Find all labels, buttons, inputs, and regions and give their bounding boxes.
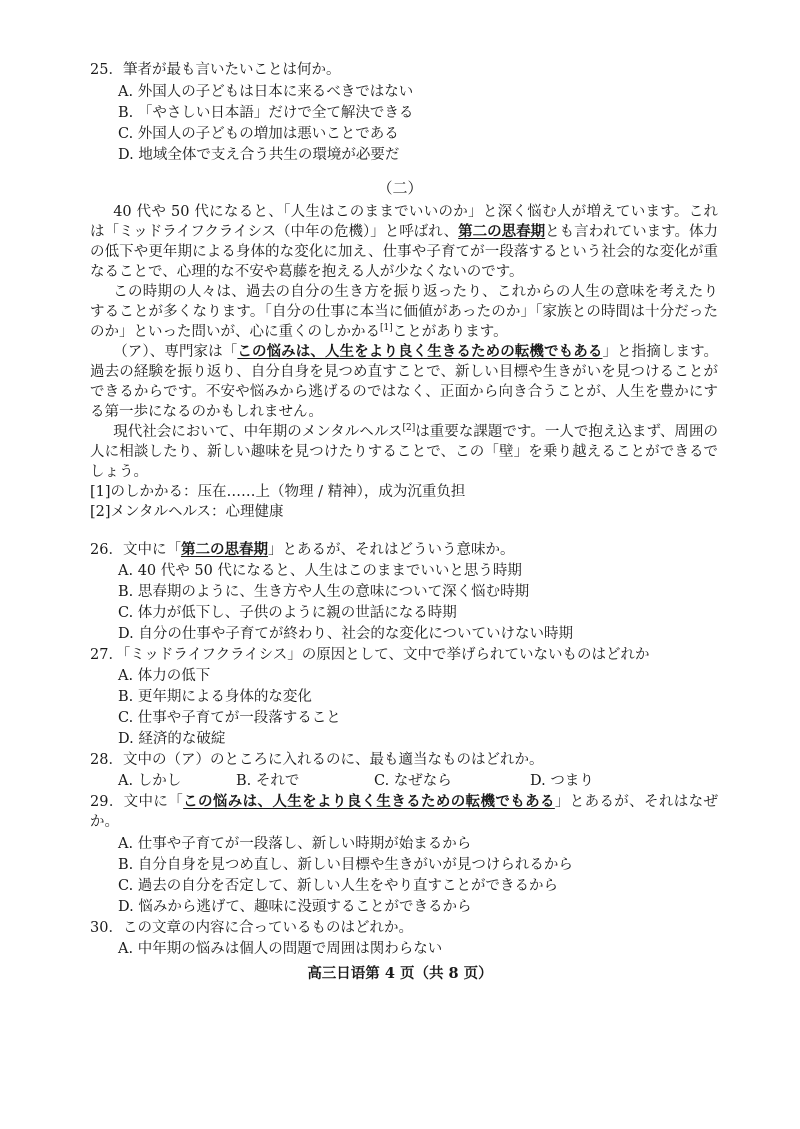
q29-option-c: C. 過去の自分を否定して、新しい人生をやり直すことができるから xyxy=(118,878,559,894)
q30-option-a: A. 中年期の悩みは個人の問題で周囲は関わらない xyxy=(118,941,443,957)
passage-paragraph-4 xyxy=(90,422,718,482)
q26-stem-b: 」とあるが、それはどういう意味か。 xyxy=(267,542,515,558)
q28-options-row xyxy=(118,771,678,791)
q29-option-a: A. 仕事や子育てが一段落し、新しい時期が始まるから xyxy=(118,836,472,852)
p3-text-b: 」と指摘します。過去の経験を振り返り、自分自身を見つめ直すことで、新しい目標や生きがいを見つけることができるからです。不安や悩みから逃げるのではなく、正面から向き合うことが、人生を豊かにする第一歩になるのかもしれません。 xyxy=(90,344,719,420)
p4-footnote-ref: [2] xyxy=(402,423,416,434)
p1-text-a: 40 代や 50 代になると、「人生はこのままでいいのか」と深く悩む人が増えています。これは「ミッドライフクライシス（中年の危機）」と呼ばれ、 xyxy=(90,204,718,240)
q28-option-a: A. しかし xyxy=(118,773,182,789)
q29-stem xyxy=(90,792,718,832)
q26-stem-a: 26．文中に「 xyxy=(90,542,181,558)
q26-option-d: D. 自分の仕事や子育てが終わり、社会的な変化についていけない時期 xyxy=(118,626,574,642)
q26-stem xyxy=(90,540,514,560)
footnote-1: [1]のしかかる：压在……上（物理 / 精神），成为沉重负担 xyxy=(90,484,466,500)
q28-option-c: C. なぜなら xyxy=(374,773,452,789)
q29-stem-a: 29．文中に「 xyxy=(90,794,184,810)
p2-footnote-ref: [1] xyxy=(380,323,393,334)
section-title: （二） xyxy=(377,179,423,197)
passage-paragraph-1 xyxy=(90,202,718,282)
p3-underlined-quote: この悩みは、人生をより良く生きるための転機でもある xyxy=(237,343,603,360)
p4-text-b: は重要な課題です。一人で抱え込まず、周囲の人に相談したり、新しい趣味を見つけたりすることで、この「壁」を乗り越えることができるでしょう。 xyxy=(90,424,718,480)
p1-text-b: とも言われています。体力の低下や更年期による身体的な変化に加え、仕事や子育てが一段落するという社会的な変化が重なることで、心理的な不安や葛藤を抱える人が少なくないのです。 xyxy=(90,224,718,280)
q28-option-b: B. それで xyxy=(236,773,300,789)
q27-stem: 27．「ミッドライフクライシス」の原因として、文中で挙げられていないものはどれか xyxy=(90,647,650,663)
passage-paragraph-3 xyxy=(90,342,718,422)
footnote-2: [2]メンタルヘルス：心理健康 xyxy=(90,504,284,520)
q29-underlined-quote: この悩みは、人生をより良く生きるための転機でもある xyxy=(183,793,555,810)
q26-option-c: C. 体力が低下し、子供のように親の世話になる時期 xyxy=(118,605,457,621)
q29-option-b: B. 自分自身を見つめ直し、新しい目標や生きがいが見つけられるから xyxy=(118,857,573,873)
q27-option-b: B. 更年期による身体的な変化 xyxy=(118,689,312,705)
p1-underlined-term: 第二の思春期 xyxy=(458,223,546,240)
q26-option-b: B. 思春期のように、生き方や人生の意味について深く悩む時期 xyxy=(118,584,530,600)
p4-text-a: 現代社会において、中年期のメンタルヘルス xyxy=(113,424,403,440)
q25-stem: 25．筆者が最も言いたいことは何か。 xyxy=(90,62,341,78)
q27-option-c: C. 仕事や子育てが一段落すること xyxy=(118,710,341,726)
p2-text-a: この時期の人々は、過去の自分の生き方を振り返ったり、これからの人生の意味を考えたりすることが多くなります。「自分の仕事に本当に価値があったのか」「家族との時間は十分だったのか」といった問いが、心に重くのしかかる xyxy=(90,284,718,340)
q27-option-a: A. 体力の低下 xyxy=(118,668,211,684)
q25-option-d: D. 地域全体で支え合う共生の環境が必要だ xyxy=(118,147,400,163)
q27-option-d: D. 経済的な破綻 xyxy=(118,731,226,747)
q29-option-d: D. 悩みから逃げて、趣味に没頭することができるから xyxy=(118,899,472,915)
q25-option-a: A. 外国人の子どもは日本に来るべきではない xyxy=(118,84,414,100)
p3-text-a: （ア）、専門家は「 xyxy=(113,344,238,360)
q28-stem: 28．文中の（ア）のところに入れるのに、最も適当なものはどれか。 xyxy=(90,752,544,768)
q28-option-d: D. つまり xyxy=(530,773,594,789)
q25-option-b: B. 「やさしい日本語」だけで全て解決できる xyxy=(118,105,414,121)
q26-underlined-term: 第二の思春期 xyxy=(180,541,268,558)
p2-text-b: ことがあります。 xyxy=(392,324,508,340)
page-footer: 高三日语第 4 页（共 8 页） xyxy=(307,965,493,982)
q25-option-c: C. 外国人の子どもの増加は悪いことである xyxy=(118,126,399,142)
q30-stem: 30．この文章の内容に合っているものはどれか。 xyxy=(90,920,413,936)
passage-paragraph-2 xyxy=(90,282,718,342)
q29-stem-b: 」とあるが、それはなぜか。 xyxy=(90,794,719,830)
q26-option-a: A. 40 代や 50 代になると、人生はこのままでいいと思う時期 xyxy=(118,563,522,579)
